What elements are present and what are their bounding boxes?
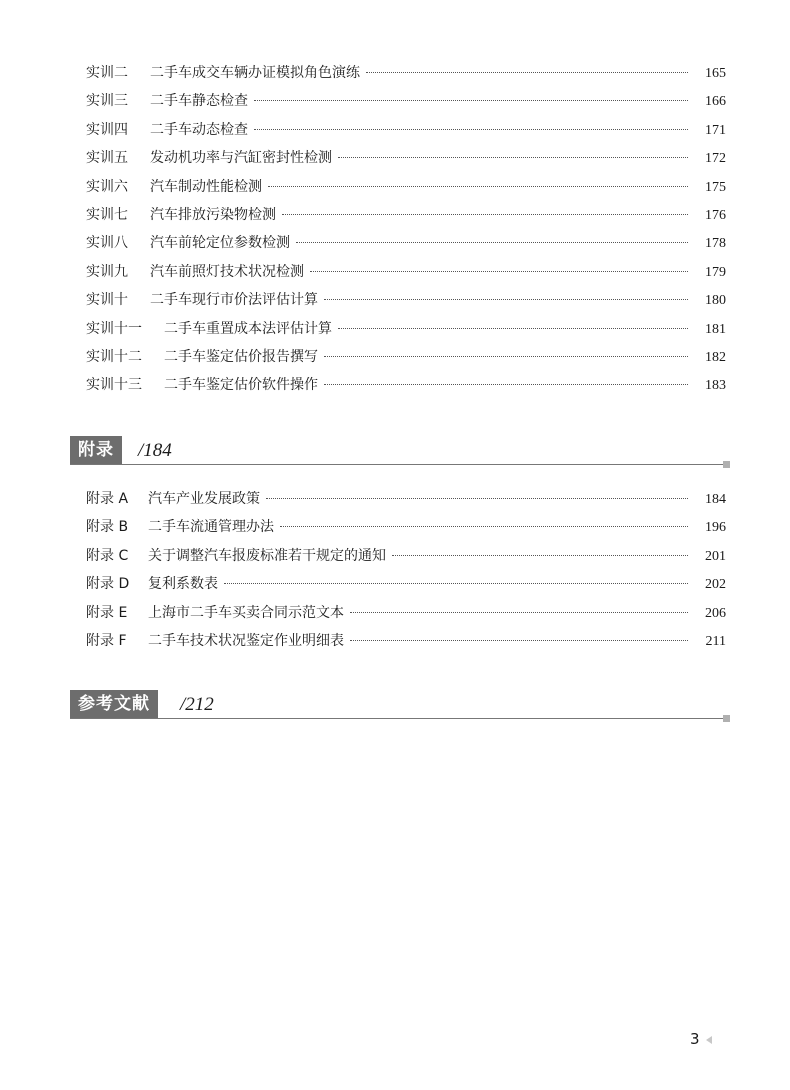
dot-leader: [324, 356, 688, 357]
dot-leader: [366, 72, 688, 73]
entry-page: 202: [705, 577, 726, 593]
dot-leader: [266, 498, 688, 499]
toc-entry-training-9[interactable]: [86, 261, 726, 289]
toc-entry-training-12[interactable]: [86, 346, 726, 374]
entry-title: 汽车产业发展政策: [148, 491, 260, 507]
entry-label: 附录 C: [86, 547, 129, 564]
dot-leader: [280, 526, 688, 527]
entry-label: 实训六: [86, 178, 128, 195]
entry-title: 汽车前照灯技术状况检测: [150, 263, 304, 280]
entry-page: 176: [705, 207, 726, 223]
entry-label: 实训十二: [86, 348, 142, 365]
entry-label: 实训十三: [86, 377, 142, 394]
entry-label: 附录 A: [86, 491, 129, 507]
dot-leader: [254, 100, 688, 101]
section-page: /184: [138, 440, 172, 461]
corner-mark: [723, 461, 730, 468]
section-heading: 参考文献: [70, 690, 158, 718]
toc-entry-training-10[interactable]: [86, 289, 726, 317]
dot-leader: [350, 640, 688, 641]
entry-page: 201: [705, 548, 726, 564]
toc-entry-appendix-a[interactable]: [86, 488, 726, 516]
appendix-section-header[interactable]: [70, 434, 730, 465]
entry-title: 汽车排放污染物检测: [150, 206, 276, 223]
corner-mark: [723, 715, 730, 722]
toc-entry-appendix-c[interactable]: [86, 545, 726, 573]
entry-page: 179: [705, 264, 726, 280]
section-heading: 附录: [70, 436, 122, 464]
entry-label: 实训五: [86, 150, 128, 167]
dot-leader: [338, 328, 688, 329]
entry-page: 178: [705, 236, 726, 252]
entry-page: 184: [705, 492, 726, 507]
toc-entry-training-3[interactable]: [86, 90, 726, 118]
entry-label: 附录 D: [86, 576, 130, 593]
entry-label: 实训十: [86, 292, 128, 309]
dot-leader: [282, 214, 688, 215]
entry-label: 实训四: [86, 121, 128, 138]
dot-leader: [296, 242, 688, 243]
entry-label: 实训二: [86, 65, 128, 81]
dot-leader: [224, 583, 688, 584]
toc-entry-training-13[interactable]: [86, 374, 726, 402]
entry-label: 实训十一: [86, 320, 142, 337]
entry-title: 二手车技术状况鉴定作业明细表: [148, 632, 344, 649]
toc-entry-training-8[interactable]: [86, 232, 726, 260]
entry-label: 附录 E: [86, 604, 128, 621]
entry-title: 二手车鉴定估价报告撰写: [164, 348, 318, 365]
training-toc-list: [86, 62, 726, 403]
entry-title: 关于调整汽车报废标准若干规定的通知: [148, 547, 386, 564]
entry-page: 196: [705, 520, 726, 536]
dot-leader: [338, 157, 688, 158]
section-page: /212: [180, 694, 214, 715]
dot-leader: [392, 555, 688, 556]
entry-page: 206: [705, 605, 726, 621]
toc-entry-appendix-f[interactable]: [86, 630, 726, 658]
entry-page: 182: [705, 349, 726, 365]
entry-page: 175: [705, 179, 726, 195]
entry-title: 二手车鉴定估价软件操作: [164, 377, 318, 394]
toc-entry-training-7[interactable]: [86, 204, 726, 232]
dot-leader: [254, 129, 688, 130]
entry-page: 171: [705, 122, 726, 138]
dot-leader: [350, 612, 688, 613]
entry-label: 附录 F: [86, 632, 127, 649]
toc-entry-training-2[interactable]: [86, 62, 726, 90]
entry-page: 211: [705, 633, 726, 649]
entry-label: 实训七: [86, 206, 128, 223]
dot-leader: [324, 299, 688, 300]
toc-entry-appendix-b[interactable]: [86, 516, 726, 544]
entry-title: 复利系数表: [148, 576, 218, 593]
toc-entry-training-5[interactable]: [86, 147, 726, 175]
entry-page: 165: [705, 66, 726, 81]
entry-title: 二手车动态检查: [150, 121, 248, 138]
entry-label: 实训三: [86, 93, 128, 110]
entry-page: 183: [705, 378, 726, 394]
references-section-header[interactable]: [70, 688, 730, 719]
entry-title: 汽车前轮定位参数检测: [150, 235, 290, 252]
entry-title: 二手车流通管理办法: [148, 519, 274, 536]
appendix-toc-list: [86, 488, 726, 658]
entry-page: 180: [705, 293, 726, 309]
page-arrow-icon: [706, 1036, 712, 1044]
entry-page: 172: [705, 151, 726, 167]
entry-page: 166: [705, 94, 726, 110]
toc-entry-appendix-d[interactable]: [86, 573, 726, 601]
toc-entry-appendix-e[interactable]: [86, 602, 726, 630]
dot-leader: [324, 384, 688, 385]
entry-label: 实训九: [86, 263, 128, 280]
toc-entry-training-6[interactable]: [86, 176, 726, 204]
entry-title: 上海市二手车买卖合同示范文本: [148, 604, 344, 621]
page-number: 3: [690, 1030, 700, 1048]
dot-leader: [310, 271, 688, 272]
toc-entry-training-4[interactable]: [86, 119, 726, 147]
entry-title: 发动机功率与汽缸密封性检测: [150, 150, 332, 167]
entry-title: 二手车重置成本法评估计算: [164, 320, 332, 337]
entry-title: 二手车现行市价法评估计算: [150, 292, 318, 309]
entry-title: 二手车成交车辆办证模拟角色演练: [150, 65, 360, 81]
dot-leader: [268, 186, 688, 187]
entry-label: 附录 B: [86, 519, 129, 536]
toc-entry-training-11[interactable]: [86, 318, 726, 346]
entry-label: 实训八: [86, 235, 128, 252]
entry-page: 181: [705, 321, 726, 337]
entry-title: 二手车静态检查: [150, 93, 248, 110]
entry-title: 汽车制动性能检测: [150, 178, 262, 195]
